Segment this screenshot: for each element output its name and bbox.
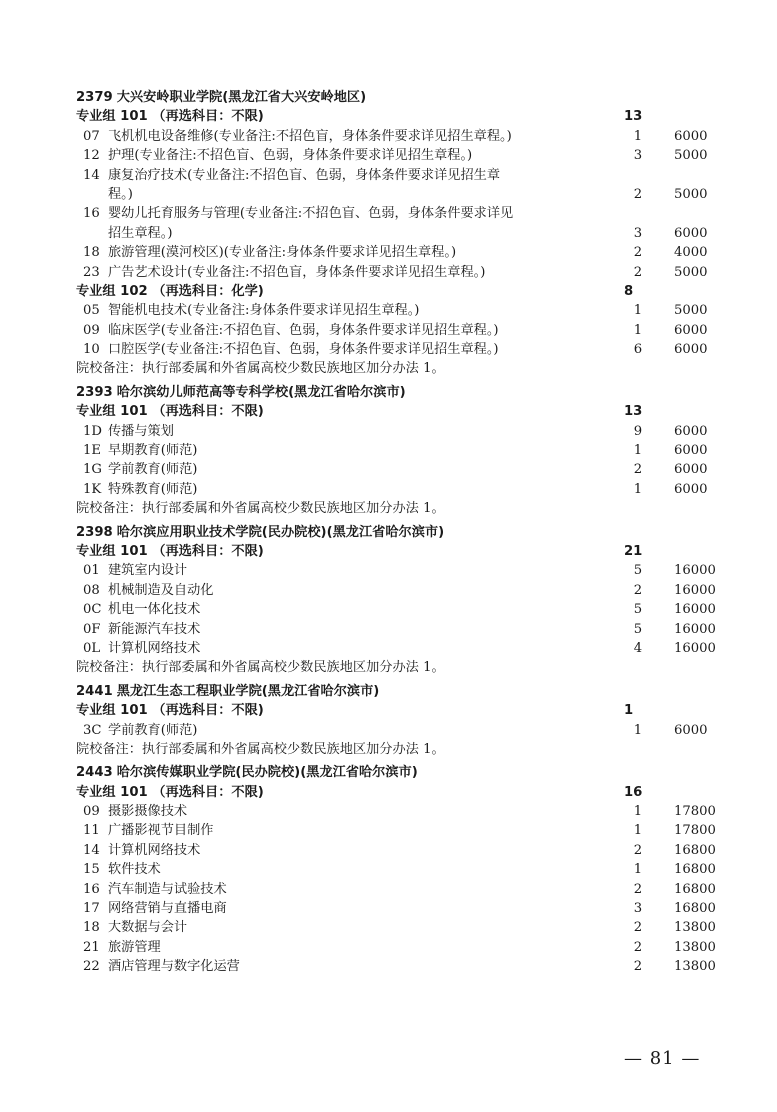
tuition-fee: 16800	[674, 862, 716, 878]
major-name: 婴幼儿托育服务与管理(专业备注:不招色盲、色弱，身体条件要求详见	[108, 206, 514, 222]
major-code: 14	[83, 842, 100, 858]
major-group-label: 专业组 101 （再选科目：不限)	[76, 543, 264, 559]
major-code: 1G	[83, 462, 102, 478]
plan-count: 2	[633, 462, 643, 478]
plan-count: 6	[633, 342, 643, 358]
major-row	[76, 880, 716, 899]
major-name: 计算机网络技术	[108, 640, 201, 656]
major-name: 新能源汽车技术	[108, 621, 201, 637]
major-name: 广播影视节目制作	[108, 823, 214, 839]
school-header	[76, 523, 716, 542]
major-code: 09	[83, 322, 100, 338]
plan-count: 2	[633, 842, 643, 858]
plan-count: 2	[633, 920, 643, 936]
major-code: 1D	[83, 423, 102, 439]
group-plan-count: 13	[624, 109, 643, 125]
major-row	[76, 821, 716, 840]
tuition-fee: 5000	[674, 186, 708, 202]
school-header	[76, 383, 716, 402]
tuition-fee: 16000	[674, 621, 716, 637]
plan-count: 2	[633, 582, 643, 598]
major-name: 广告艺术设计(专业备注:不招色盲，身体条件要求详见招生章程。)	[108, 264, 486, 280]
tuition-fee: 13800	[674, 920, 716, 936]
major-row	[76, 166, 716, 185]
major-code: 12	[83, 148, 100, 164]
major-row	[76, 860, 716, 879]
major-name: 大数据与会计	[108, 920, 188, 936]
major-row	[76, 321, 716, 340]
major-row	[76, 460, 716, 479]
major-row	[76, 600, 716, 619]
plan-count: 2	[633, 959, 643, 975]
major-code: 0C	[83, 602, 102, 618]
tuition-fee: 6000	[674, 481, 708, 497]
school-header	[76, 763, 716, 782]
major-group-row	[76, 107, 716, 126]
major-name: 计算机网络技术	[108, 842, 201, 858]
major-name: 机电一体化技术	[108, 602, 201, 618]
major-code: 1K	[83, 481, 102, 497]
major-code: 18	[83, 920, 100, 936]
major-group-row	[76, 783, 716, 802]
major-code: 1E	[83, 443, 102, 459]
major-code: 16	[83, 206, 100, 222]
plan-count: 5	[633, 602, 643, 618]
major-row	[76, 938, 716, 957]
school-code: 2443	[76, 765, 113, 781]
major-name: 传播与策划	[108, 423, 174, 439]
major-row	[76, 581, 716, 600]
school-note: 院校备注：执行部委属和外省属高校少数民族地区加分办法 1。	[76, 660, 445, 676]
major-code: 22	[83, 959, 100, 975]
major-code: 15	[83, 862, 100, 878]
plan-count: 1	[633, 303, 643, 319]
tuition-fee: 16000	[674, 582, 716, 598]
major-row	[76, 146, 716, 165]
group-plan-count: 21	[624, 543, 643, 559]
major-code: 21	[83, 939, 100, 955]
major-row	[76, 480, 716, 499]
plan-count: 5	[633, 563, 643, 579]
plan-count: 2	[633, 186, 643, 202]
school-note: 院校备注：执行部委属和外省属高校少数民族地区加分办法 1。	[76, 361, 445, 377]
major-group-row	[76, 282, 716, 301]
group-plan-count: 8	[624, 283, 634, 299]
major-row	[76, 620, 716, 639]
tuition-fee: 6000	[674, 342, 708, 358]
major-row	[76, 721, 716, 740]
tuition-fee: 5000	[674, 264, 708, 280]
plan-count: 5	[633, 621, 643, 637]
school-name: 哈尔滨幼儿师范高等专科学校(黑龙江省哈尔滨市)	[116, 384, 406, 400]
major-code: 17	[83, 901, 100, 917]
major-name: 摄影摄像技术	[108, 804, 188, 820]
major-name: 临床医学(专业备注:不招色盲、色弱，身体条件要求详见招生章程。)	[108, 322, 499, 338]
tuition-fee: 6000	[674, 322, 708, 338]
tuition-fee: 5000	[674, 148, 708, 164]
group-plan-count: 1	[624, 703, 634, 719]
major-code: 23	[83, 264, 100, 280]
major-name: 护理(专业备注:不招色盲、色弱，身体条件要求详见招生章程。)	[108, 148, 473, 164]
major-code: 0L	[83, 640, 101, 656]
major-row	[76, 127, 716, 146]
major-group-label: 专业组 101 （再选科目：不限)	[76, 109, 264, 125]
major-name: 建筑室内设计	[108, 563, 188, 579]
plan-count: 1	[633, 862, 643, 878]
major-name: 汽车制造与试验技术	[108, 881, 227, 897]
plan-count: 1	[633, 823, 643, 839]
school-note: 院校备注：执行部委属和外省属高校少数民族地区加分办法 1。	[76, 741, 445, 757]
major-code: 16	[83, 881, 100, 897]
major-name: 口腔医学(专业备注:不招色盲、色弱，身体条件要求详见招生章程。)	[108, 342, 499, 358]
tuition-fee: 16800	[674, 842, 716, 858]
school-code: 2393	[76, 384, 113, 400]
major-row-continuation	[76, 224, 716, 243]
plan-count: 1	[633, 722, 643, 738]
tuition-fee: 6000	[674, 443, 708, 459]
major-name: 早期教育(师范)	[108, 443, 198, 459]
major-group-label: 专业组 101 （再选科目：不限)	[76, 784, 264, 800]
major-name: 酒店管理与数字化运营	[108, 959, 240, 975]
major-row	[76, 841, 716, 860]
major-row	[76, 263, 716, 282]
major-row	[76, 639, 716, 658]
major-code: 05	[83, 303, 100, 319]
major-group-label: 专业组 101 （再选科目：不限)	[76, 404, 264, 420]
tuition-fee: 6000	[674, 128, 708, 144]
tuition-fee: 6000	[674, 462, 708, 478]
tuition-fee: 16800	[674, 881, 716, 897]
tuition-fee: 16000	[674, 602, 716, 618]
school-name: 黑龙江生态工程职业学院(黑龙江省哈尔滨市)	[116, 683, 380, 699]
major-group-row	[76, 701, 716, 720]
major-name: 学前教育(师范)	[108, 722, 198, 738]
tuition-fee: 13800	[674, 939, 716, 955]
major-name: 软件技术	[108, 862, 161, 878]
page-number: — 81 —	[624, 1048, 701, 1069]
major-name: 机械制造及自动化	[108, 582, 214, 598]
major-code: 11	[83, 823, 100, 839]
tuition-fee: 16800	[674, 901, 716, 917]
plan-count: 3	[633, 901, 643, 917]
major-row	[76, 899, 716, 918]
school-name: 哈尔滨应用职业技术学院(民办院校)(黑龙江省哈尔滨市)	[116, 524, 445, 540]
plan-count: 2	[633, 245, 643, 261]
major-row-continuation	[76, 185, 716, 204]
plan-count: 2	[633, 264, 643, 280]
major-code: 09	[83, 804, 100, 820]
tuition-fee: 6000	[674, 722, 708, 738]
plan-count: 4	[633, 640, 643, 656]
tuition-fee: 13800	[674, 959, 716, 975]
plan-count: 1	[633, 128, 643, 144]
tuition-fee: 6000	[674, 225, 708, 241]
tuition-fee: 5000	[674, 303, 708, 319]
plan-count: 2	[633, 881, 643, 897]
group-plan-count: 13	[624, 404, 643, 420]
major-row	[76, 802, 716, 821]
tuition-fee: 17800	[674, 823, 716, 839]
plan-count: 1	[633, 804, 643, 820]
major-name: 旅游管理	[108, 939, 161, 955]
major-row	[76, 340, 716, 359]
major-row	[76, 918, 716, 937]
school-note: 院校备注：执行部委属和外省属高校少数民族地区加分办法 1。	[76, 501, 445, 517]
major-row	[76, 441, 716, 460]
plan-count: 1	[633, 443, 643, 459]
school-code: 2398	[76, 524, 113, 540]
major-group-row	[76, 542, 716, 561]
major-row	[76, 422, 716, 441]
major-name: 康复治疗技术(专业备注:不招色盲、色弱，身体条件要求详见招生章	[108, 167, 501, 183]
major-code: 01	[83, 563, 100, 579]
major-code: 07	[83, 128, 100, 144]
major-name-continued: 程。)	[108, 186, 133, 202]
major-row	[76, 301, 716, 320]
major-code: 14	[83, 167, 100, 183]
plan-count: 2	[633, 939, 643, 955]
school-code: 2379	[76, 90, 113, 105]
plan-count: 3	[633, 225, 643, 241]
major-row	[76, 243, 716, 262]
major-name: 学前教育(师范)	[108, 462, 198, 478]
major-name: 网络营销与直播电商	[108, 901, 227, 917]
plan-count: 1	[633, 481, 643, 497]
tuition-fee: 16000	[674, 640, 716, 656]
major-name-continued: 招生章程。)	[108, 225, 173, 241]
school-code: 2441	[76, 683, 113, 699]
major-name: 智能机电技术(专业备注:身体条件要求详见招生章程。)	[108, 303, 420, 319]
plan-count: 9	[633, 423, 643, 439]
major-name: 飞机机电设备维修(专业备注:不招色盲，身体条件要求详见招生章程。)	[108, 128, 512, 144]
major-code: 18	[83, 245, 100, 261]
group-plan-count: 16	[624, 784, 643, 800]
major-code: 3C	[83, 722, 102, 738]
plan-count: 3	[633, 148, 643, 164]
school-header	[76, 88, 716, 107]
major-name: 特殊教育(师范)	[108, 481, 198, 497]
tuition-fee: 4000	[674, 245, 708, 261]
major-code: 08	[83, 582, 100, 598]
major-code: 10	[83, 342, 100, 358]
major-group-row	[76, 402, 716, 421]
major-group-label: 专业组 102 （再选科目：化学)	[76, 283, 264, 299]
tuition-fee: 17800	[674, 804, 716, 820]
tuition-fee: 16000	[674, 563, 716, 579]
major-group-label: 专业组 101 （再选科目：不限)	[76, 703, 264, 719]
major-code: 0F	[83, 621, 101, 637]
school-name: 大兴安岭职业学院(黑龙江省大兴安岭地区)	[116, 90, 367, 105]
major-row	[76, 957, 716, 976]
tuition-fee: 6000	[674, 423, 708, 439]
plan-count: 1	[633, 322, 643, 338]
admission-plan-list	[76, 88, 716, 977]
major-row	[76, 204, 716, 223]
school-header	[76, 682, 716, 701]
major-name: 旅游管理(漠河校区)(专业备注:身体条件要求详见招生章程。)	[108, 245, 457, 261]
major-row	[76, 561, 716, 580]
school-name: 哈尔滨传媒职业学院(民办院校)(黑龙江省哈尔滨市)	[116, 765, 418, 781]
